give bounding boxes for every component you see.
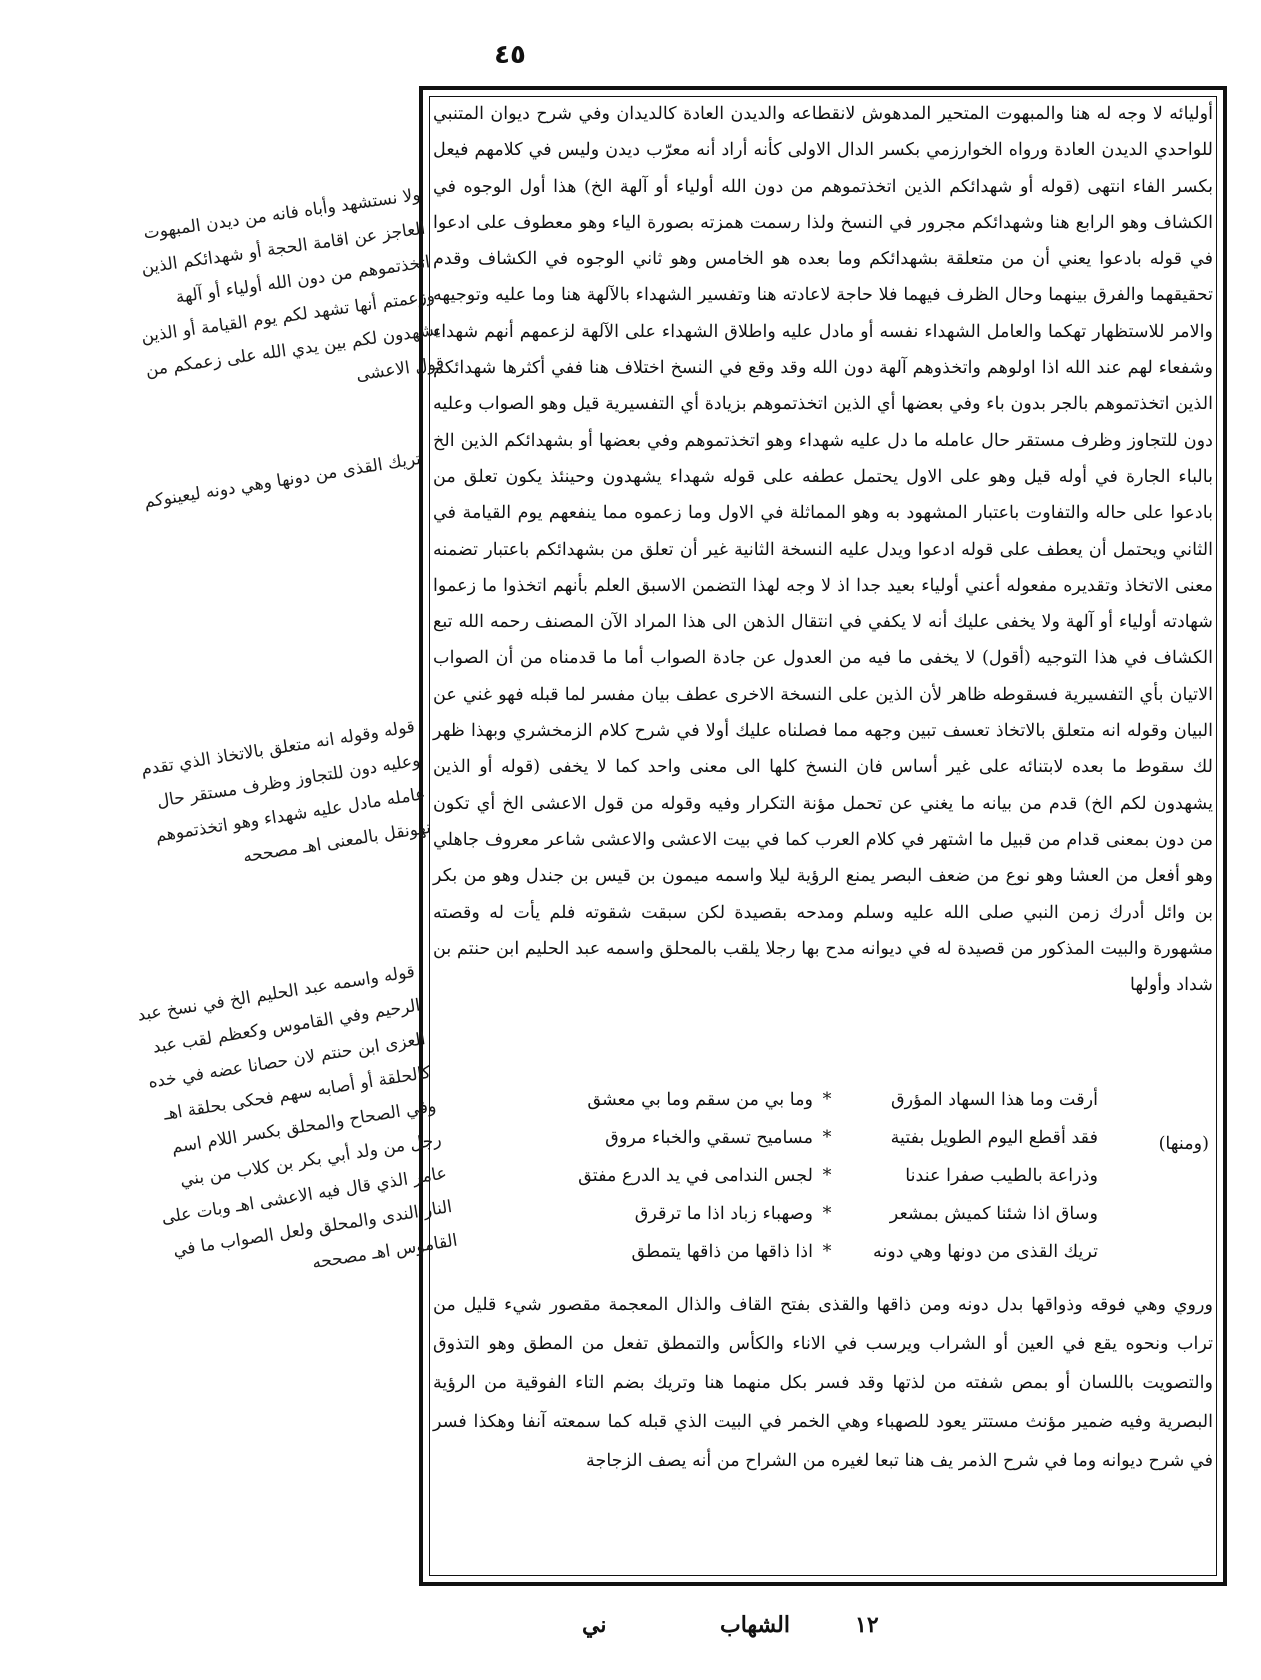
- verse-hemistich-first: وذراعة بالطيب صفرا عندنا: [905, 1166, 1098, 1186]
- verse-separator-icon: *: [822, 1166, 832, 1186]
- verse-line: [433, 1166, 1213, 1204]
- margin-note: قوله وقوله انه متعلق بالاتخاذ الذي تقدم وعليه دون للتجاوز وظرف مستقر حال عامله مادل عليه شهداء وهو اتخذتموهم نهونقل بالمعنى اهـ مصححه: [139, 716, 433, 868]
- commentary-text: وروي وهي فوقه وذواقها بدل دونه ومن ذاقها والقذى بفتح القاف والذال المعجمة مقصور شيء قليل من تراب ونحوه يقع في العين أو الشراب ويرسب في الاناء والكأس والتمطق تفعل من المطق وهو التذوق والتصويت باللسان أو بمص شفته من لذتها وقد فسر بكل منهما هنا وتريك بضم التاء الفوقية من الرؤية البصرية وفيه ضمير مؤنث مستتر يعود للصهباء وهي الخمر في البيت الذي قبله كما سمعته آنفا وهكذا فسر في شرح ديوانه وما في شرح الذمر يف هنا تبعا لغيره من الشراح من أنه يصف الزجاجة: [433, 1295, 1213, 1471]
- verse-hemistich-second: اذا ذاقها من ذاقها يتمطق: [631, 1242, 813, 1262]
- margin-note: ولا نستشهد وأباه فانه من ديدن المبهوت العاجز عن اقامة الحجة أو شهدائكم الذين اتخذتموهم من دون الله أولياء أو آلهة وزعمتم أنها تشهد لكم يوم القيامة أو الذين يشهدون لكم بين يدي الله على زعمكم من قول الاعشى: [139, 184, 446, 386]
- verse-line: [433, 1090, 1213, 1128]
- verse-separator-icon: *: [822, 1242, 832, 1262]
- margin-note: تريك القذى من دونها وهي دونه ليعينوكم: [142, 448, 423, 513]
- verse-hemistich-second: وما بي من سقم وما بي معشق: [587, 1090, 813, 1110]
- verse-line: [433, 1204, 1213, 1242]
- verse-separator-icon: *: [822, 1090, 832, 1110]
- verse-hemistich-first: أرقت وما هذا السهاد المؤرق: [890, 1090, 1098, 1110]
- poem-verses: [433, 1090, 1213, 1290]
- margin-note: قوله واسمه عبد الحليم الخ في نسخ عبد الرحيم وفي القاموس وكعظم لقب عبد العزى ابن حنتم لان حصانا عضه في خده كالحلقة أو أصابه سهم فحكى بحلقة اهـ وفي الصحاح والمحلق بكسر اللام اسم رجل من ولد أبي بكر بن كلاب من بني عامر الذي قال فيه الاعشى اهـ وبات على النار الندى والمحلق ولعل الصواب ما في القاموس اهـ مصححه: [136, 961, 459, 1274]
- verse-separator-icon: *: [822, 1128, 832, 1148]
- verse-line: [433, 1128, 1213, 1166]
- verse-hemistich-first: تريك القذى من دونها وهي دونه: [872, 1242, 1098, 1262]
- verse-hemistich-second: لجس الندامى في يد الدرع مفتق: [578, 1166, 813, 1186]
- footer-signature-letter: ني: [582, 1612, 607, 1638]
- footer-page-number: ١٢: [855, 1612, 879, 1638]
- verse-hemistich-second: وصهباء زباد اذا ما ترقرق: [634, 1204, 813, 1224]
- verse-hemistich-first: فقد أقطع اليوم الطويل بفتية: [890, 1128, 1098, 1148]
- verse-separator-icon: *: [822, 1204, 832, 1224]
- footer-signature-title: الشهاب: [720, 1612, 790, 1638]
- text-frame: [419, 86, 1227, 1586]
- verse-hemistich-second: مساميح تسقي والخباء مروق: [605, 1128, 813, 1148]
- page-number: ٤٥: [494, 40, 526, 70]
- verse-line: [433, 1242, 1213, 1280]
- verse-label: (ومنها): [1158, 1134, 1209, 1154]
- main-body-text: أوليائه لا وجه له هنا والمبهوت المتحير المدهوش لانقطاعه والديدن العادة كالديدان وفي شرح ديوان المتنبي للواحدي الديدن العادة ورواه الخوارزمي بكسر الدال الاولى كأنه أراد أنه معرّب ديدن وليس في كلامهم فيعل بكسر الفاء انتهى (قوله أو شهدائكم الذين اتخذتموهم من دون الله أولياء أو آلهة الخ) هذا أول الوجوه في الكشاف وهو الرابع هنا وشهدائكم مجرور في النسخ ولذا رسمت همزته بصورة الياء وهو معطوف على ادعوا في قوله بادعوا يعني أن من متعلقة بشهدائكم وما بعده هو الخامس وهو ثاني الوجوه في الكشاف وقدم تحقيقهما والفرق بينهما وحال الظرف فيهما فلا حاجة لاعادته هنا وتفسير الشهداء بالآلهة هنا وما عليه وتوجيهه والامر للاستظهار تهكما والعامل الشهداء نفسه أو مادل عليه واطلاق الشهداء على الآلهة لزعمهم أنهم شهداء وشفعاء لهم عند الله اذا اولوهم واتخذوهم آلهة دون الله وقد وقع في النسخ اختلاف هنا ففي أكثرها شهدائكم الذين اتخذتموهم بالجر بدون باء وفي بعضها أي الذين اتخذتموهم بزيادة أي التفسيرية قيل وهو الصواب وعليه دون للتجاوز وظرف مستقر حال عامله ما دل عليه شهداء وهو اتخذتموهم وفي بعضها أو بشهدائكم الذين الخ بالباء الجارة في أوله قيل وهو على الاول يحتمل عطفه على قوله شهداء يشهدون وحينئذ يكون تعلق من بادعوا على حاله والتفاوت باعتبار المشهود به وهو المماثلة في الاول وما زعموه مما ينفعهم يوم القيامة في الثاني ويحتمل أن يعطف على قوله ادعوا ويدل عليه النسخة الثانية غير أن تعلق من بشهدائكم باعتبار تضمنه معنى الاتخاذ وتقديره مفعوله أعني أولياء بعيد جدا اذ لا وجه لهذا التضمن الاسبق العلم بأنهم اتخذوا ما زعموا شهادته أولياء أو آلهة ولا يخفى عليك أنه لا يكفي في انتقال الذهن الى هذا المراد الآن المصنف رحمه الله تبع الكشاف في هذا التوجيه (أقول) لا يخفى ما فيه من العدول عن جادة الصواب أما ما قدمناه من أن الصواب الاتيان بأي التفسيرية فسقوطه ظاهر لأن الذين على النسخة الاخرى عطف بيان مفسر لما قبله فهو غني عن البيان وقوله انه متعلق بالاتخاذ تعسف تبين وجهه مما فصلناه عليك أولا في شرح كلام الزمخشري وبهذا ظهر لك سقوط ما بعده لابتنائه على غير أساس فان النسخ كلها الى معنى واحد كما لا يخفى (قوله أو الذين يشهدون لكم الخ) قدم من بيانه ما يغني عن تحمل مؤنة التكرار وفيه وقوله من قول الاعشى الخ أي تكون من دون بمعنى قدام من قبيل ما اشتهر في كلام العرب كما في بيت الاعشى والاعشى شاعر معروف جاهلي وهو أفعل من العشا وهو نوع من ضعف البصر يمنع الرؤية ليلا واسمه ميمون بن قيس بن جندل وهو من بكر بن وائل أدرك زمن النبي صلى الله عليه وسلم ومدحه بقصيدة لكن سبقت شقوته فلم يأت له وقصته مشهورة والبيت المذكور من قصيدة له في ديوانه مدح بها رجلا يلقب بالمحلق واسمه عبد الحليم ابن حنتم بن شداد وأولها: [433, 104, 1213, 996]
- verse-hemistich-first: وساق اذا شئنا كميش بمشعر: [889, 1204, 1098, 1224]
